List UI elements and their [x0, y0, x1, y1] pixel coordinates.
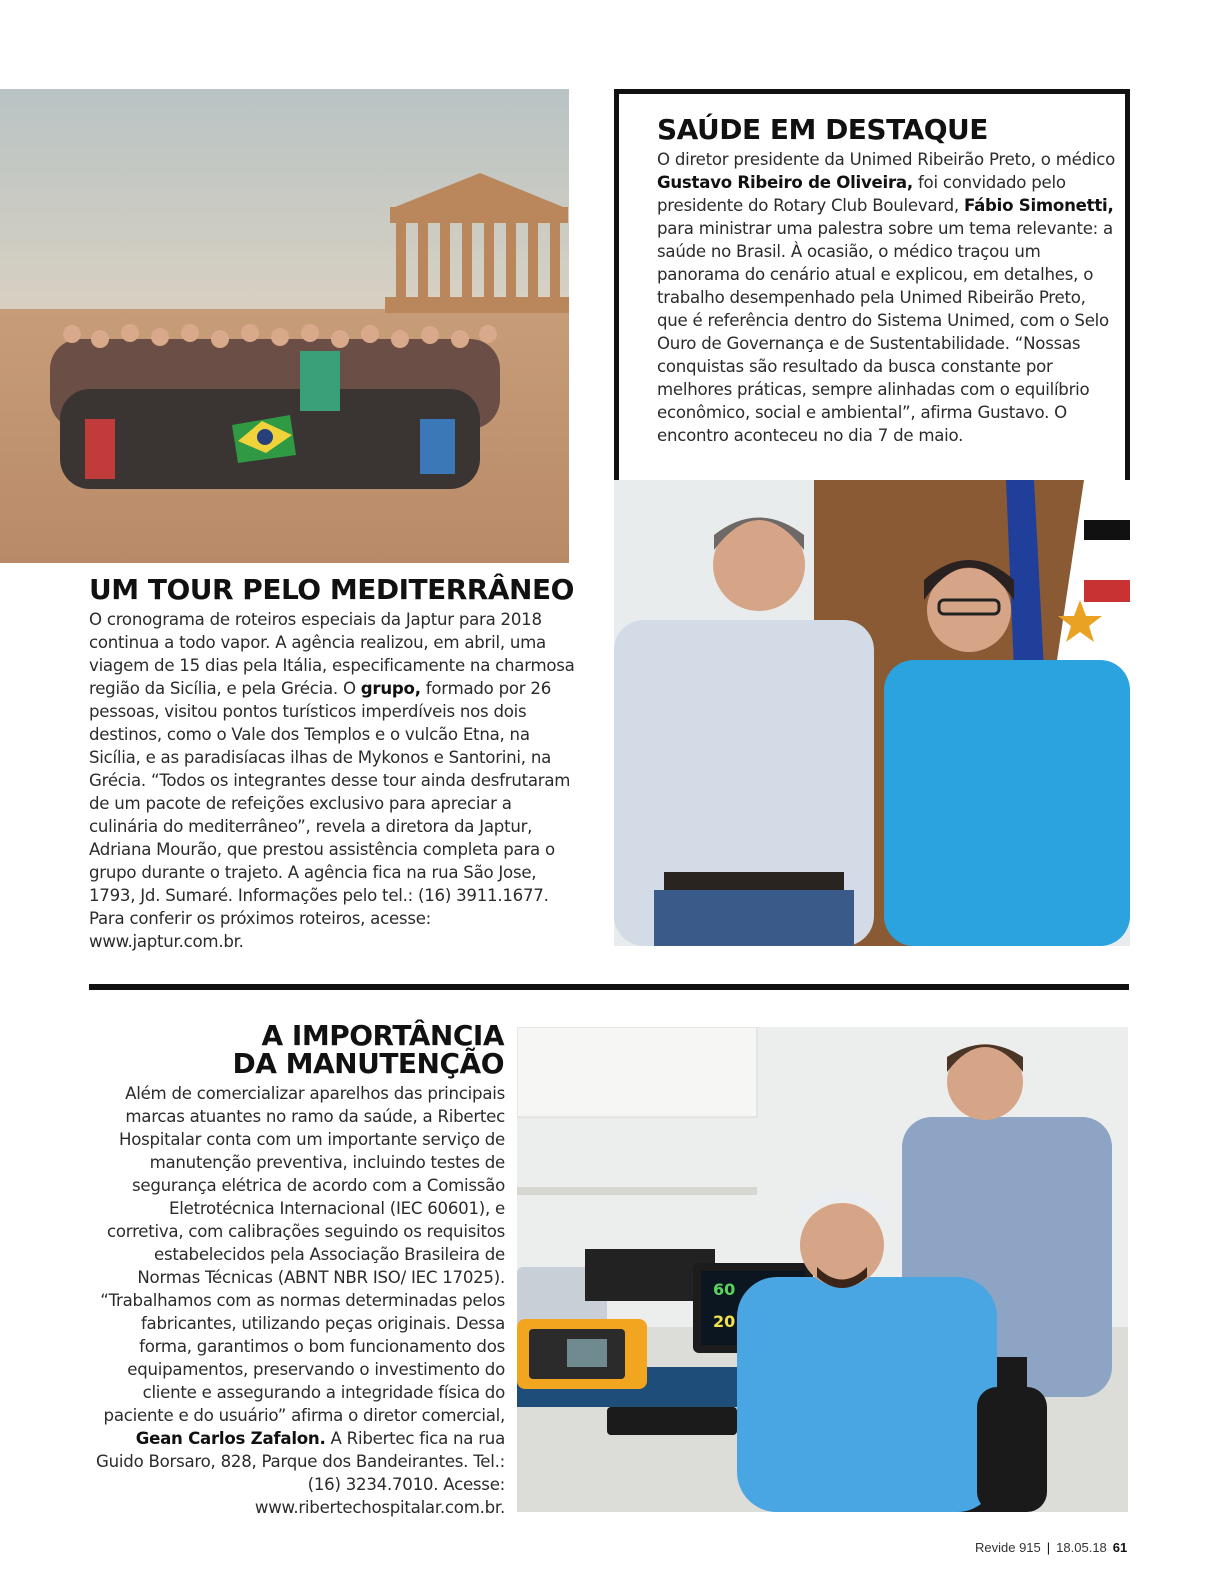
- maintenance-headline-line-1: A IMPORTÂNCIA: [261, 1019, 504, 1052]
- health-headline: SAÚDE EM DESTAQUE: [657, 113, 988, 146]
- tour-group-photo: [0, 89, 569, 563]
- tour-body-text-2: formado por 26 pessoas, visitou pontos turísticos imperdíveis nos dois destinos, como o Vale dos Templos e o vulcão Etna, na Sicília, e as paradisíacas ilhas de Mykonos e Santorini, na Grécia. “Todos os integrantes desse tour ainda desfrutaram de um pacote de refeições exclusivo para apreciar a culinária do mediterrâneo”, revela a diretora da Japtur, Adriana Mourão, que prestou assistência completa para o grupo durante o trajeto. A agência fica na rua São Jose, 1793, Jd. Sumaré. Informações pelo tel.: (16) 3911.1677. Para conferir os próximos roteiros, acesse: www.japtur.com.br.: [89, 679, 571, 951]
- monitor-spo2: 20: [713, 1312, 736, 1331]
- ribertec-photo: [517, 1027, 1128, 1512]
- unimed-photo: [614, 480, 1130, 946]
- maintenance-body-text-2: A Ribertec fica na rua Guido Borsaro, 828, Parque dos Bandeirantes. Tel.: (16) 3234.7010. Acesse: www.ribertechospitalar.com.br.: [96, 1429, 505, 1517]
- tour-group-photo-illustration: [0, 89, 569, 563]
- health-body-text-1: O diretor presidente da Unimed Ribeirão Preto, o médico: [657, 150, 1116, 169]
- health-body: [657, 148, 1119, 447]
- maintenance-body: [89, 1082, 505, 1519]
- maintenance-headline: [160, 1019, 504, 1080]
- footer-date: 18.05.18: [1056, 1540, 1107, 1555]
- health-body-text-2: foi convidado pelo presidente do Rotary Club Boulevard,: [657, 173, 1066, 215]
- tour-body-bold: grupo,: [360, 679, 421, 698]
- footer-separator: |: [1046, 1540, 1051, 1555]
- section-divider: [89, 984, 1129, 990]
- ribertec-photo-illustration: [517, 1027, 1128, 1512]
- footer-magazine: Revide 915: [975, 1540, 1041, 1555]
- health-body-name-2: Fábio Simonetti,: [963, 196, 1114, 215]
- tour-headline: UM TOUR PELO MEDITERRÂNEO: [89, 573, 574, 606]
- monitor-heart-rate: 60: [713, 1280, 736, 1299]
- maintenance-headline-line-2: DA MANUTENÇÃO: [232, 1047, 504, 1080]
- page-number: 61: [1112, 1540, 1128, 1555]
- health-body-name-1: Gustavo Ribeiro de Oliveira,: [657, 173, 913, 192]
- maintenance-body-name: Gean Carlos Zafalon.: [135, 1429, 326, 1448]
- maintenance-body-text-1: Além de comercializar aparelhos das principais marcas atuantes no ramo da saúde, a Ribertec Hospitalar conta com um importante serviço de manutenção preventiva, incluindo testes de segurança elétrica de acordo com a Comissão Eletrotécnica Internacional (IEC 60601), e corretiva, com calibrações seguindo os requisitos estabelecidos pela Associação Brasileira de Normas Técnicas (ABNT NBR ISO/ IEC 17025). “Trabalhamos com as normas determinadas pelos fabricantes, utilizando peças originais. Dessa forma, garantimos o bom funcionamento dos equipamentos, preservando o investimento do cliente e assegurando a integridade física do paciente e do usuário” afirma o diretor comercial,: [100, 1084, 505, 1425]
- health-body-text-3: para ministrar uma palestra sobre um tema relevante: a saúde no Brasil. À ocasião, o médico traçou um panorama do cenário atual e explicou, em detalhes, o trabalho desempenhado pela Unimed Ribeirão Preto, que é referência dentro do Sistema Unimed, com o Selo Ouro de Governança e de Sustentabilidade. “Nossas conquistas são resultado da busca constante por melhores práticas, sempre alinhadas com o equilíbrio econômico, social e ambiental”, afirma Gustavo. O encontro aconteceu no dia 7 de maio.: [657, 219, 1113, 445]
- page-footer: [975, 1540, 1127, 1555]
- tour-body: [89, 608, 577, 953]
- tour-body-text-1: O cronograma de roteiros especiais da Japtur para 2018 continua a todo vapor. A agência realizou, em abril, uma viagem de 15 dias pela Itália, especificamente na charmosa região da Sicília, e pela Grécia. O: [89, 610, 575, 698]
- unimed-photo-illustration: [614, 480, 1130, 946]
